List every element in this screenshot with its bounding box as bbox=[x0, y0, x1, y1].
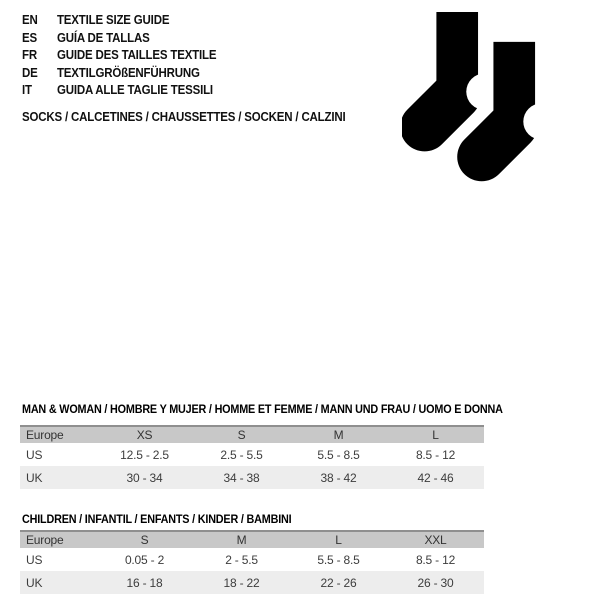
column-header-s: S bbox=[237, 428, 246, 442]
row-label-us: US bbox=[26, 447, 43, 462]
column-header-s: S bbox=[140, 533, 149, 547]
size-cell: 18 - 22 bbox=[223, 575, 260, 590]
language-code: FR bbox=[22, 48, 37, 62]
column-header-l: L bbox=[432, 428, 439, 442]
table-row-uk bbox=[20, 571, 484, 594]
language-code: IT bbox=[22, 83, 32, 97]
size-table-man-woman bbox=[20, 425, 484, 489]
size-cell: 8.5 - 12 bbox=[415, 447, 456, 462]
size-cell: 42 - 46 bbox=[417, 470, 454, 485]
size-cell: 8.5 - 12 bbox=[415, 552, 456, 567]
language-code: EN bbox=[22, 13, 38, 27]
language-label: GUIDE DES TAILLES TEXTILE bbox=[56, 48, 217, 62]
size-table-children bbox=[20, 530, 484, 594]
column-header-xs: XS bbox=[136, 428, 153, 442]
row-label-uk: UK bbox=[26, 575, 43, 590]
table-row-us bbox=[20, 443, 484, 466]
category-title: SOCKS / CALCETINES / CHAUSSETTES / SOCKEN / CALZINI bbox=[22, 110, 346, 124]
language-row-es bbox=[22, 30, 216, 48]
size-cell: 22 - 26 bbox=[320, 575, 357, 590]
table-row-us bbox=[20, 548, 484, 571]
size-cell: 34 - 38 bbox=[223, 470, 260, 485]
size-cell: 2.5 - 5.5 bbox=[220, 447, 263, 462]
table-header-row bbox=[20, 426, 484, 443]
row-label-uk: UK bbox=[26, 470, 43, 485]
column-header-xxl: XXL bbox=[424, 533, 447, 547]
language-label: TEXTILGRÖßENFÜHRUNG bbox=[56, 65, 200, 80]
size-cell: 30 - 34 bbox=[126, 470, 163, 485]
language-list bbox=[22, 12, 233, 100]
column-header-m: M bbox=[236, 533, 247, 547]
language-label: GUÍA DE TALLAS bbox=[56, 30, 150, 45]
language-code: ES bbox=[22, 30, 37, 45]
table-row-uk bbox=[20, 466, 484, 489]
table-header-row bbox=[20, 531, 484, 548]
size-cell: 12.5 - 2.5 bbox=[120, 447, 169, 462]
language-label: GUIDA ALLE TAGLIE TESSILI bbox=[56, 83, 213, 97]
size-cell: 5.5 - 8.5 bbox=[317, 447, 360, 462]
socks-icon bbox=[402, 12, 564, 184]
column-header-europe: Europe bbox=[26, 533, 64, 547]
sock-back-icon bbox=[425, 12, 503, 127]
language-row-de bbox=[22, 65, 216, 83]
language-code: DE bbox=[22, 65, 38, 80]
size-cell: 0.05 - 2 bbox=[124, 552, 165, 567]
column-header-m: M bbox=[333, 428, 344, 442]
language-label: TEXTILE SIZE GUIDE bbox=[56, 13, 170, 27]
column-header-europe: Europe bbox=[26, 428, 64, 442]
table-title-children: CHILDREN / INFANTIL / ENFANTS / KINDER / BAMBINI bbox=[22, 514, 292, 526]
language-row-it bbox=[22, 82, 216, 100]
language-row-en bbox=[22, 12, 216, 30]
size-cell: 16 - 18 bbox=[126, 575, 163, 590]
size-cell: 5.5 - 8.5 bbox=[317, 552, 360, 567]
language-row-fr bbox=[22, 47, 216, 65]
size-cell: 2 - 5.5 bbox=[225, 552, 258, 567]
size-cell: 38 - 42 bbox=[320, 470, 357, 485]
size-cell: 26 - 30 bbox=[417, 575, 454, 590]
table-title-man-woman: MAN & WOMAN / HOMBRE Y MUJER / HOMME ET FEMME / MANN UND FRAU / UOMO E DONNA bbox=[22, 404, 503, 416]
row-label-us: US bbox=[26, 552, 43, 567]
column-header-l: L bbox=[335, 533, 342, 547]
